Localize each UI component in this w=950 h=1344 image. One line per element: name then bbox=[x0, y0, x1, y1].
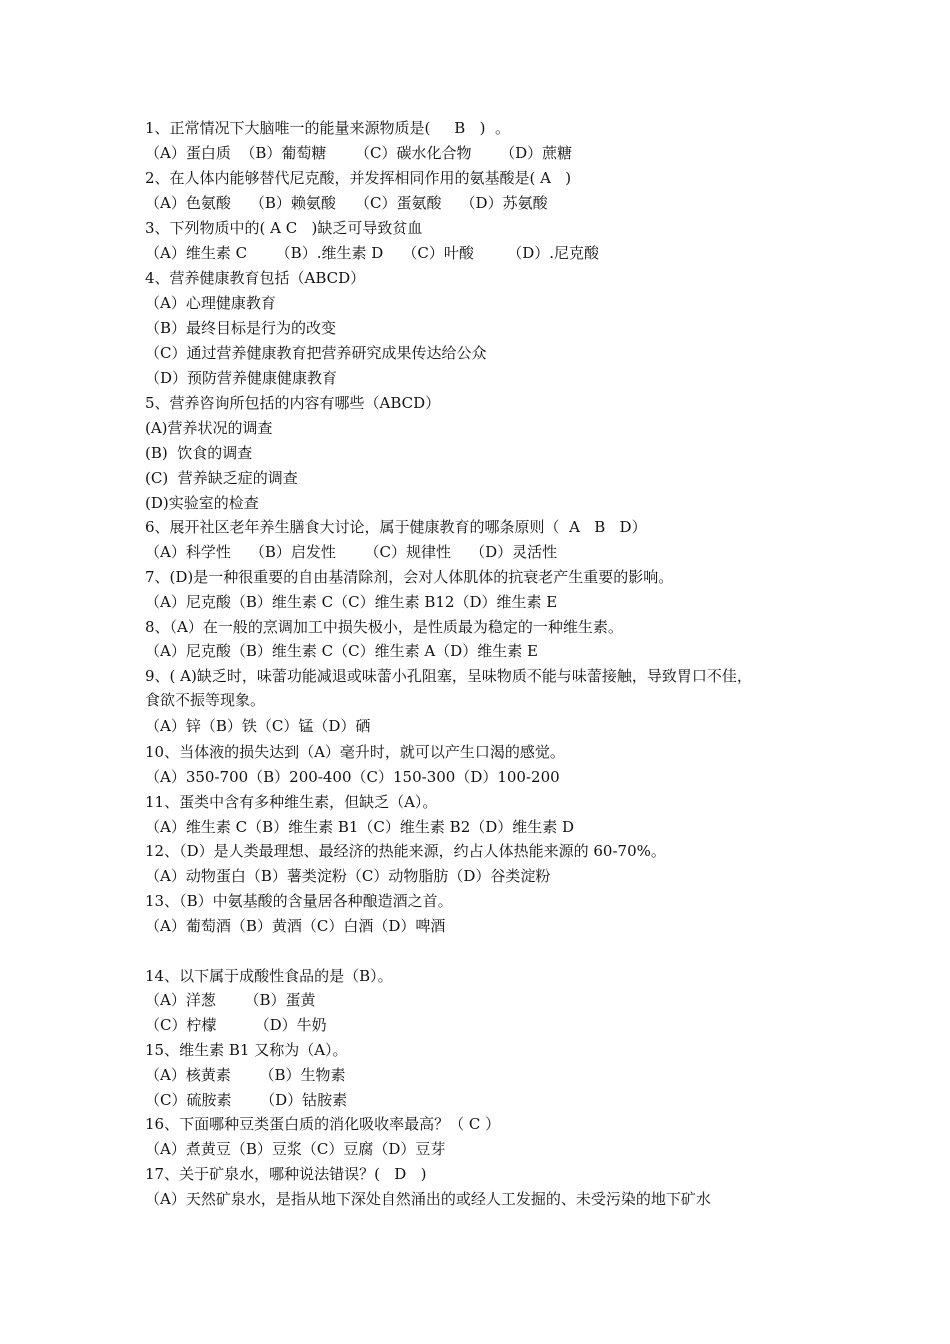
options-2: （A）色氨酸 （B）赖氨酸 （C）蛋氨酸 （D）苏氨酸 bbox=[145, 194, 548, 212]
options-6: （A）科学性 （B）启发性 （C）规律性 （D）灵活性 bbox=[145, 543, 558, 561]
option-5a: (A)营养状况的调查 bbox=[145, 419, 273, 437]
option-5c: (C) 营养缺乏症的调查 bbox=[145, 469, 298, 487]
options-16: （A）煮黄豆（B）豆浆（C）豆腐（D）豆芽 bbox=[145, 1140, 446, 1158]
options-11: （A）维生素 C（B）维生素 B1（C）维生素 B2（D）维生素 D bbox=[145, 818, 575, 836]
options-10: （A）350-700（B）200-400（C）150-300（D）100-200 bbox=[145, 768, 560, 786]
options-1: （A）蛋白质 （B）葡萄糖 （C）碳水化合物 （D）蔗糖 bbox=[145, 144, 573, 162]
option-4d: （D）预防营养健康健康教育 bbox=[145, 369, 338, 387]
option-5d: (D)实验室的检查 bbox=[145, 494, 259, 512]
options-8: （A）尼克酸（B）维生素 C（C）维生素 A（D）维生素 E bbox=[145, 642, 538, 660]
question-17: 17、关于矿泉水，哪种说法错误？( D ) bbox=[145, 1165, 427, 1183]
options-9: （A）锌（B）铁（C）锰（D）硒 bbox=[145, 717, 371, 735]
question-9-continued: 食欲不振等现象。 bbox=[145, 691, 266, 709]
question-16: 16、下面哪种豆类蛋白质的消化吸收率最高？（ C ） bbox=[145, 1115, 501, 1133]
option-14ab: （A）洋葱 （B）蛋黄 bbox=[145, 991, 316, 1009]
question-14: 14、以下属于成酸性食品的是（B）。 bbox=[145, 967, 393, 985]
option-4a: （A）心理健康教育 bbox=[145, 294, 276, 312]
question-8: 8、（A）在一般的烹调加工中损失极小，是性质最为稳定的一种维生素。 bbox=[145, 618, 623, 636]
question-9: 9、( A)缺乏时，味蕾功能减退或味蕾小孔阻塞，呈味物质不能与味蕾接触，导致胃口不佳， bbox=[145, 667, 752, 685]
question-1: 1、正常情况下大脑唯一的能量来源物质是( B ) 。 bbox=[145, 119, 510, 137]
question-7: 7、(D)是一种很重要的自由基清除剂，会对人体肌体的抗衰老产生重要的影响。 bbox=[145, 568, 674, 586]
question-2: 2、在人体内能够替代尼克酸，并发挥相同作用的氨基酸是( A ) bbox=[145, 169, 572, 187]
option-4c: （C）通过营养健康教育把营养研究成果传达给公众 bbox=[145, 344, 487, 362]
option-15cd: （C）硫胺素 （D）钴胺素 bbox=[145, 1091, 348, 1109]
question-3: 3、下列物质中的( A C )缺乏可导致贫血 bbox=[145, 219, 423, 237]
question-5: 5、营养咨询所包括的内容有哪些（ABCD） bbox=[145, 394, 441, 412]
question-12: 12、（D）是人类最理想、最经济的热能来源，约占人体热能来源的 60-70%。 bbox=[145, 842, 666, 860]
option-15ab: （A）核黄素 （B）生物素 bbox=[145, 1066, 346, 1084]
options-13: （A）葡萄酒（B）黄酒（C）白酒（D）啤酒 bbox=[145, 917, 446, 935]
option-17a: （A）天然矿泉水，是指从地下深处自然涌出的或经人工发掘的、未受污染的地下矿水 bbox=[145, 1190, 711, 1208]
option-4b: （B）最终目标是行为的改变 bbox=[145, 319, 337, 337]
options-7: （A）尼克酸（B）维生素 C（C）维生素 B12（D）维生素 E bbox=[145, 593, 558, 611]
options-3: （A）维生素 C （B）.维生素 D （C）叶酸 （D）.尼克酸 bbox=[145, 244, 599, 262]
question-15: 15、维生素 B1 又称为（A）。 bbox=[145, 1041, 348, 1059]
option-5b: (B) 饮食的调查 bbox=[145, 444, 253, 462]
option-14cd: （C）柠檬 （D）牛奶 bbox=[145, 1016, 327, 1034]
options-12: （A）动物蛋白（B）薯类淀粉（C）动物脂肪（D）谷类淀粉 bbox=[145, 867, 551, 885]
question-10: 10、当体液的损失达到（A）毫升时，就可以产生口渴的感觉。 bbox=[145, 743, 565, 761]
question-6: 6、展开社区老年养生膳食大讨论，属于健康教育的哪条原则（ A B D） bbox=[145, 518, 647, 536]
question-11: 11、蛋类中含有多种维生素，但缺乏（A）。 bbox=[145, 793, 438, 811]
question-4: 4、营养健康教育包括（ABCD） bbox=[145, 269, 366, 287]
question-13: 13、（B）中氨基酸的含量居各种酿造酒之首。 bbox=[145, 892, 453, 910]
